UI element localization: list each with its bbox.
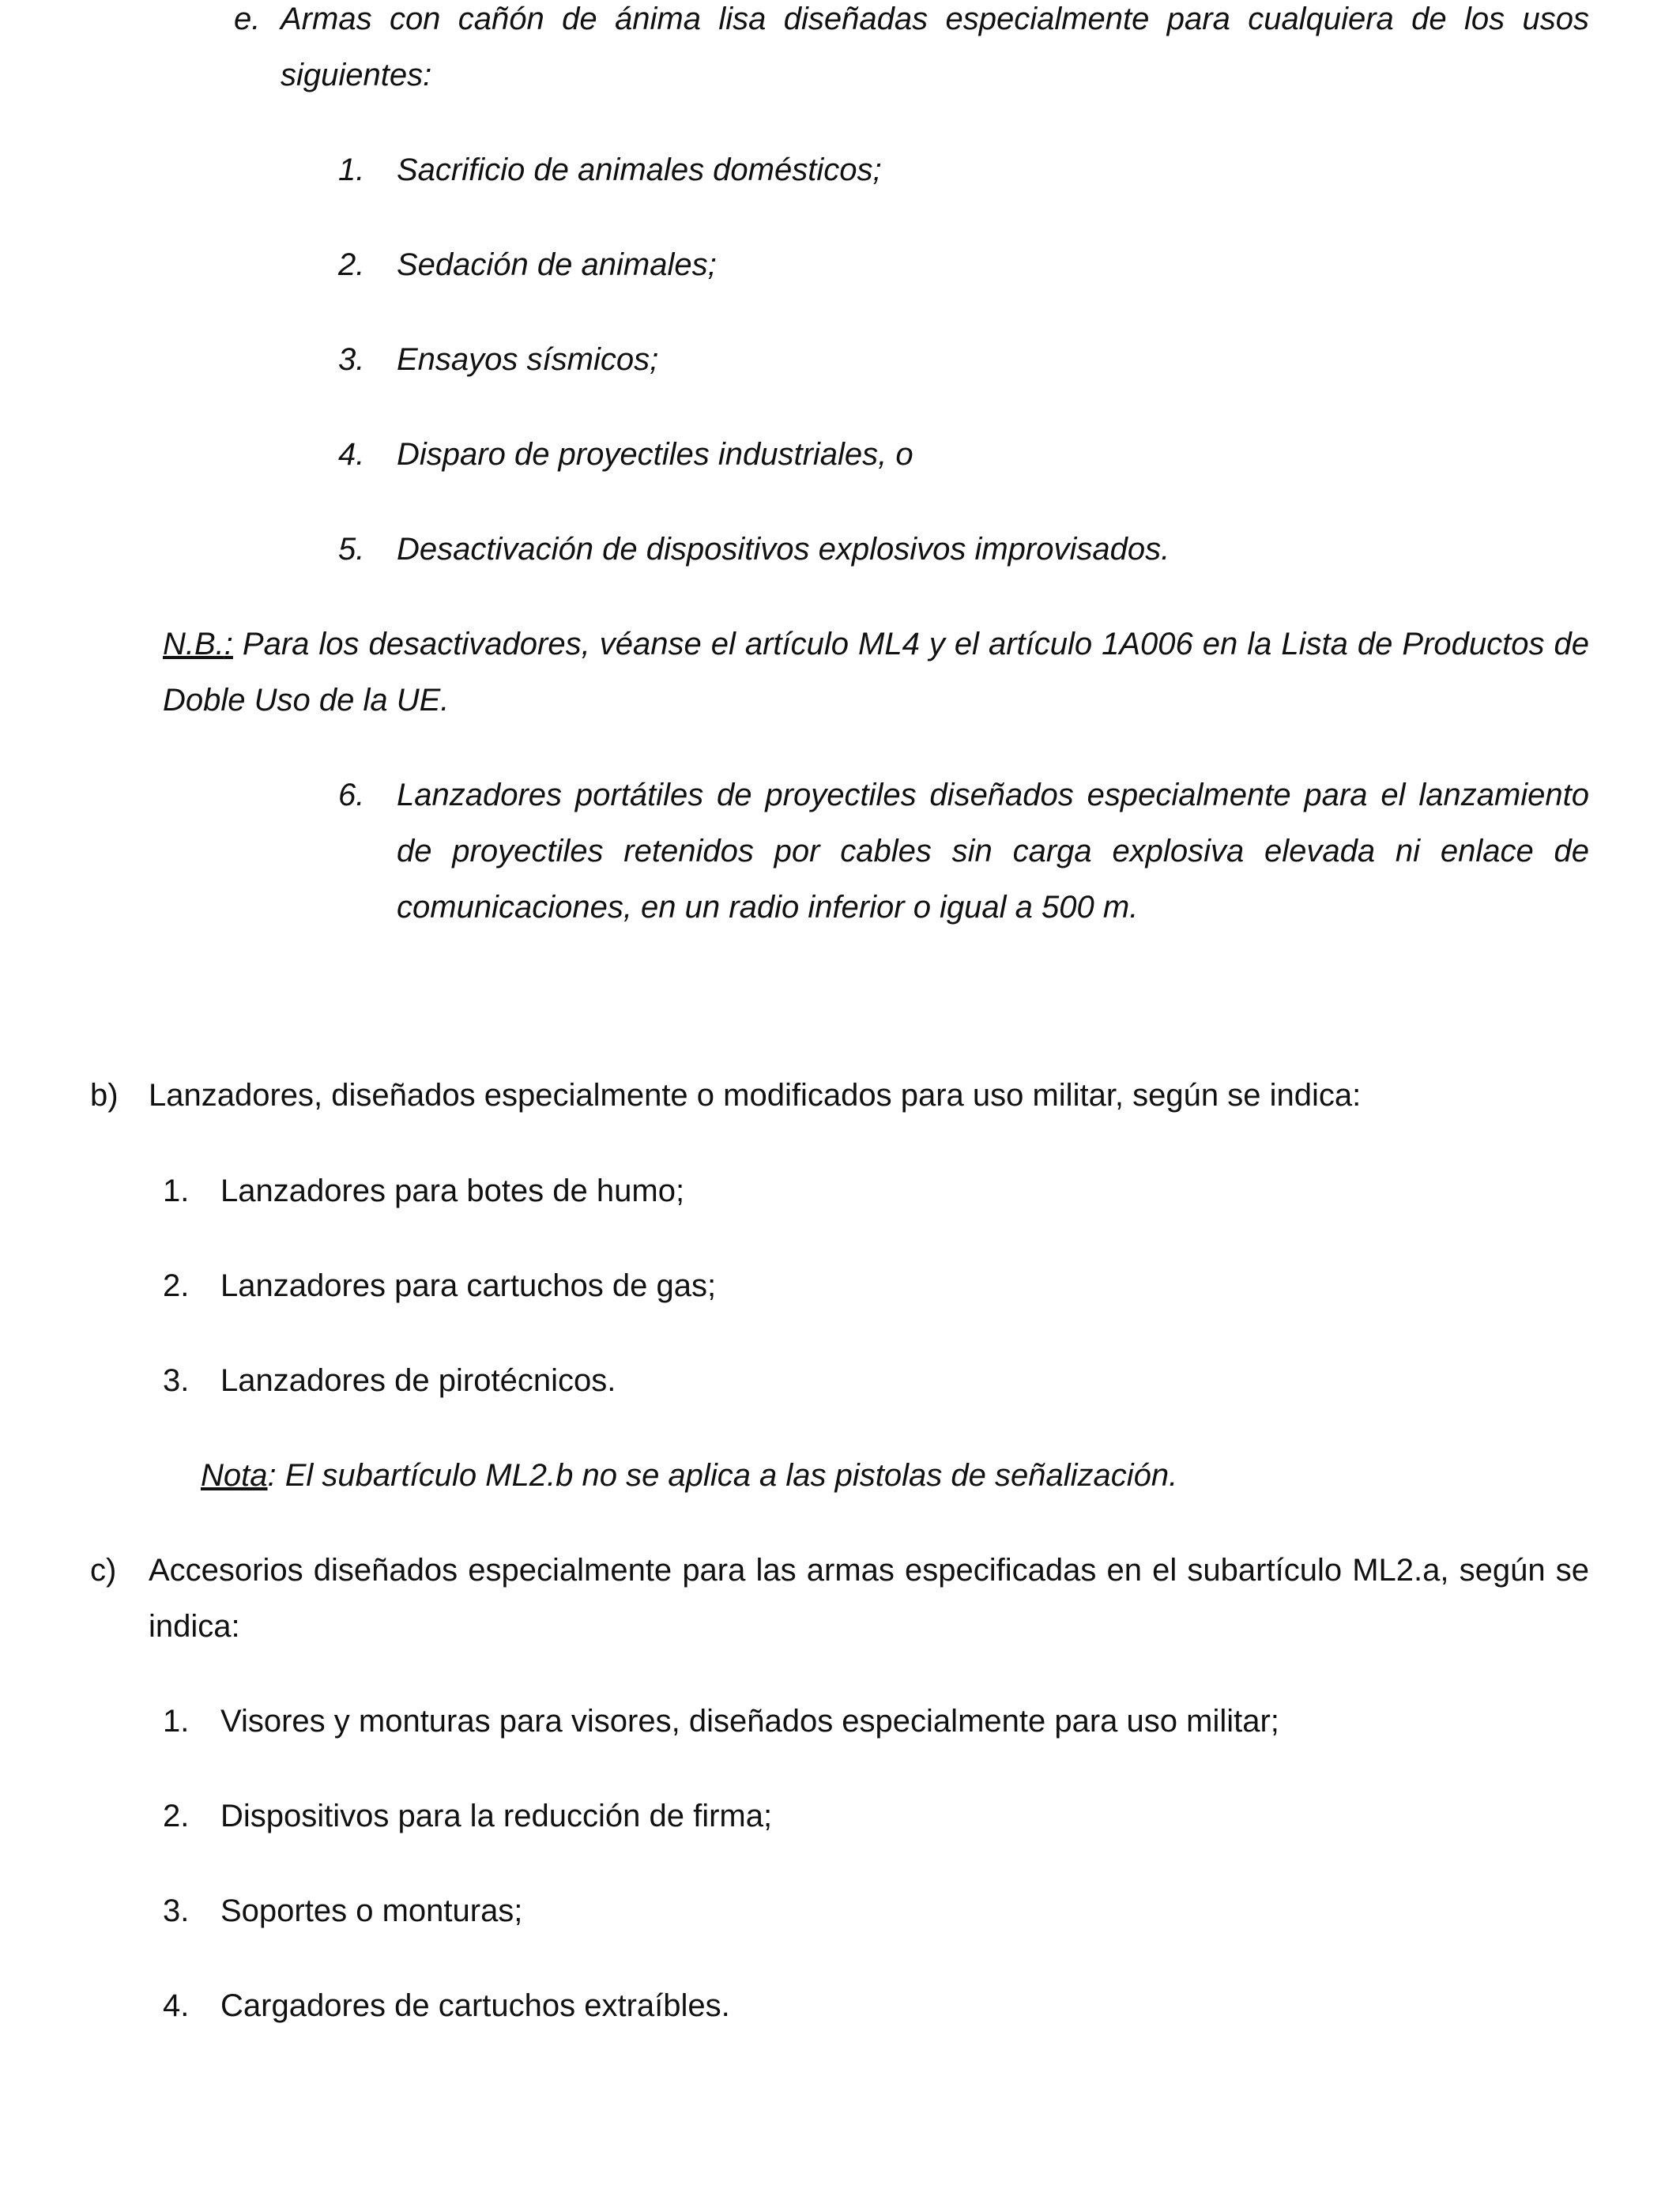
item-b-sub1-text: Lanzadores para botes de humo; [220, 1174, 685, 1208]
item-b-text: Lanzadores, diseñados especialmente o modificados para uso militar, según se indica: [149, 1078, 1362, 1113]
item-b-marker: b) [90, 1078, 119, 1113]
item-e-sub2-marker: 2. [338, 247, 365, 282]
item-e-marker: e. [234, 2, 261, 36]
item-c-sub2-marker: 2. [163, 1799, 190, 1833]
item-b-sub1-marker: 1. [163, 1174, 190, 1208]
note-text: : El subartículo ML2.b no se aplica a las pistolas de señalización. [267, 1458, 1178, 1493]
item-e-sub5-marker: 5. [338, 532, 365, 567]
item-e-sub3-marker: 3. [338, 342, 365, 377]
item-e-sub4-marker: 4. [338, 437, 365, 472]
item-e-sub6-text: Lanzadores portátiles de proyectiles diseñados especialmente para el lanzamiento de proyectiles retenidos por cables sin carga explosiva elevada ni enlace de comunicaciones, en un radio inferior o igual a 500 m. [397, 778, 1589, 925]
item-e-text: Armas con cañón de ánima lisa diseñadas especialmente para cualquiera de los usos siguientes: [281, 2, 1589, 92]
nb-separator: : [224, 627, 233, 661]
item-b-sub3-marker: 3. [163, 1363, 190, 1398]
item-e-sub3-text: Ensayos sísmicos; [397, 342, 659, 377]
item-c-sub4-text: Cargadores de cartuchos extraíbles. [220, 1988, 730, 2023]
item-c-sub1-marker: 1. [163, 1704, 190, 1739]
item-b-sub2-marker: 2. [163, 1268, 190, 1303]
item-e-sub5-text: Desactivación de dispositivos explosivos improvisados. [397, 532, 1170, 567]
nb-text: Para los desactivadores, véanse el artículo ML4 y el artículo 1A006 en la Lista de Productos de Doble Uso de la UE. [163, 627, 1589, 718]
item-e-sub1-marker: 1. [338, 153, 365, 187]
item-e-sub1-text: Sacrificio de animales domésticos; [397, 153, 882, 187]
item-b-sub3-text: Lanzadores de pirotécnicos. [220, 1363, 616, 1398]
nb-note [163, 616, 1589, 729]
item-c-sub4-marker: 4. [163, 1988, 190, 2023]
item-c-sub2-text: Dispositivos para la reducción de firma; [220, 1799, 773, 1833]
item-c-text: Accesorios diseñados especialmente para las armas especificadas en el subartículo ML2.a, según se indica: [149, 1553, 1589, 1644]
nb-label: N.B. [163, 627, 224, 661]
item-e-sub6-marker: 6. [338, 778, 365, 812]
item-c-sub3-text: Soportes o monturas; [220, 1893, 523, 1928]
item-b-note [201, 1448, 1177, 1504]
item-c-sub1-text: Visores y monturas para visores, diseñados especialmente para uso militar; [220, 1704, 1279, 1739]
item-c-marker: c) [90, 1553, 117, 1588]
item-b-sub2-text: Lanzadores para cartuchos de gas; [220, 1268, 717, 1303]
item-c-sub3-marker: 3. [163, 1893, 190, 1928]
item-e-sub2-text: Sedación de animales; [397, 247, 717, 282]
note-label: Nota [201, 1458, 268, 1493]
item-e-sub4-text: Disparo de proyectiles industriales, o [397, 437, 913, 472]
